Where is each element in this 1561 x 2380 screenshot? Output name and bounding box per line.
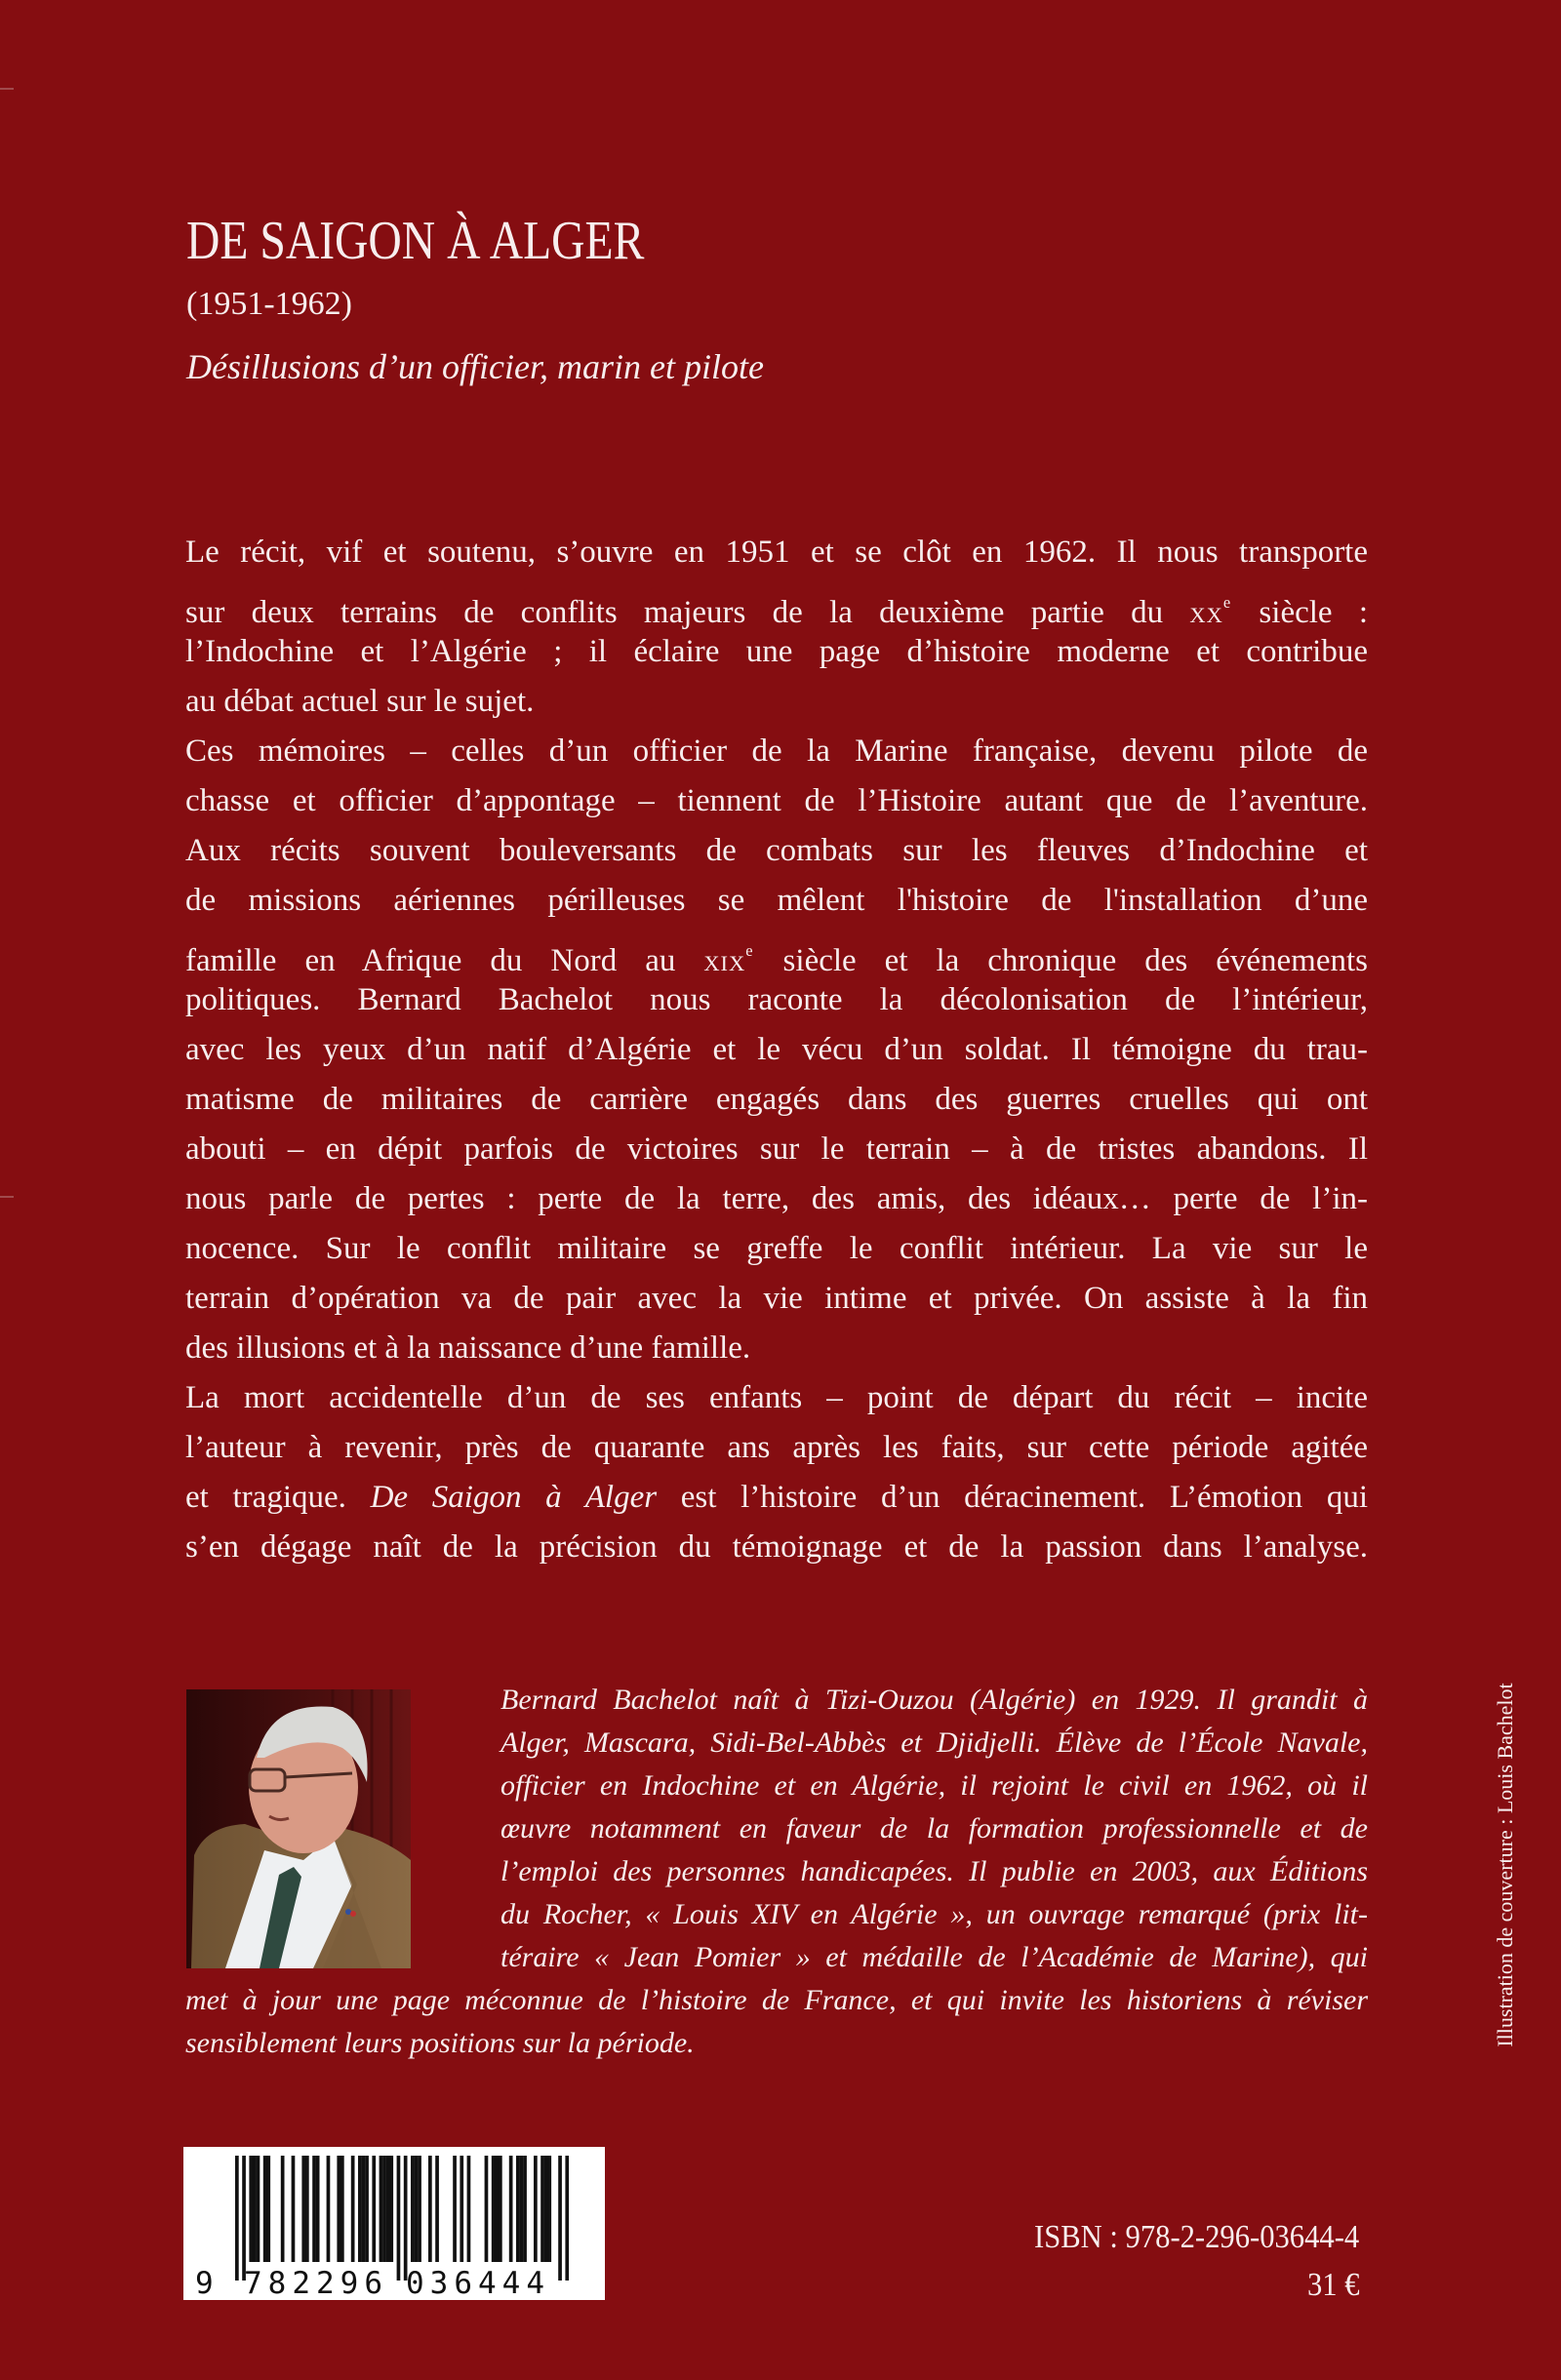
barcode-bar xyxy=(351,2156,355,2262)
blurb-text-segment: au débat actuel sur le sujet. xyxy=(185,684,535,719)
bio-line: sensiblement leurs positions sur la période. xyxy=(185,2027,695,2059)
barcode-left-digits: 782296 xyxy=(244,2266,382,2300)
blurb-text-segment: avec les yeux d’un natif d’Algérie et le vécu d’un soldat. Il témoigne du trau- xyxy=(185,1032,1368,1067)
barcode-bar xyxy=(404,2156,408,2281)
barcode-bar xyxy=(253,2156,257,2262)
blurb-text-segment: sur deux terrains de conflits majeurs de la deuxième partie du xyxy=(185,594,1190,630)
barcode-bar xyxy=(544,2156,548,2262)
blurb-line xyxy=(185,1224,1368,1274)
barcode-bar xyxy=(382,2156,386,2262)
blurb-text-segment: est l’histoire d’un déracinement. L’émotion qui xyxy=(657,1480,1368,1515)
bio-line: officier en Indochine et en Algérie, il rejoint le civil en 1962, où il xyxy=(500,1769,1368,1802)
blurb-text-segment: e xyxy=(1222,593,1231,612)
blurb-text-segment: de missions aériennes périlleuses se mêlent l'histoire de l'installation d’une xyxy=(185,883,1368,918)
blurb-text-segment: nous parle de pertes : perte de la terre, des amis, des idéaux… perte de l’in- xyxy=(185,1181,1368,1216)
barcode-bar xyxy=(316,2156,320,2262)
blurb-text-segment: siècle : xyxy=(1232,594,1368,630)
isbn-number: ISBN : 978-2-296-03644-4 xyxy=(1033,2219,1359,2255)
barcode-bar xyxy=(301,2156,305,2262)
price: 31 € xyxy=(1306,2267,1359,2303)
barcode-bar xyxy=(547,2156,551,2262)
barcode-bar xyxy=(453,2156,457,2262)
barcode-bar xyxy=(235,2156,239,2281)
blurb-text-segment: XIX xyxy=(703,950,746,975)
barcode-bar xyxy=(281,2156,285,2262)
bio-line: Bernard Bachelot naît à Tizi-Ouzou (Algérie) en 1929. Il grandit à xyxy=(500,1684,1368,1716)
blurb-text-segment: abouti – en dépit parfois de victoires sur le terrain – à de tristes abandons. Il xyxy=(185,1131,1368,1167)
barcode-bar xyxy=(249,2156,253,2262)
bio-line: œuvre notamment en faveur de la formation professionnelle et de xyxy=(500,1812,1368,1844)
cover-illustration-credit: Illustration de couverture : Louis Bachelot xyxy=(1493,1683,1517,2047)
blurb-text-segment: l’Indochine et l’Algérie ; il éclaire une page d’histoire moderne et contribue xyxy=(185,634,1368,669)
blurb-line xyxy=(185,1174,1368,1224)
book-title-italic: De Saigon à Alger xyxy=(370,1480,658,1515)
barcode-bar xyxy=(380,2156,383,2262)
barcode-bar xyxy=(428,2156,432,2262)
barcode-bar xyxy=(509,2156,513,2262)
isbn-barcode xyxy=(183,2147,605,2300)
barcode-bar xyxy=(372,2156,376,2262)
barcode-bar xyxy=(411,2156,415,2262)
barcode-bar xyxy=(337,2156,340,2262)
blurb-line xyxy=(185,1473,1368,1523)
blurb-text-segment: La mort accidentelle d’un de ses enfants – point de départ du récit – incite xyxy=(185,1380,1368,1415)
barcode-bar xyxy=(565,2156,569,2281)
blurb-line xyxy=(185,577,1368,630)
blurb-text-segment: XX xyxy=(1189,602,1223,627)
blurb-text-segment: e xyxy=(745,941,753,960)
blurb-line xyxy=(185,528,1368,577)
barcode-bar xyxy=(485,2156,489,2262)
author-portrait-icon xyxy=(186,1689,411,1968)
blurb-line xyxy=(185,1373,1368,1423)
blurb-text-segment: l’auteur à revenir, près de quarante ans après les faits, sur cette période agitée xyxy=(185,1430,1368,1465)
blurb-text-segment: s’en dégage naît de la précision du témoignage et de la passion dans l’analyse. xyxy=(185,1529,1368,1565)
blurb-line xyxy=(185,727,1368,776)
barcode-bar xyxy=(435,2156,439,2262)
blurb-text-segment: famille en Afrique du Nord au xyxy=(185,942,704,978)
blurb-line xyxy=(185,627,1368,677)
barcode-bar xyxy=(492,2156,496,2262)
barcode-bar xyxy=(389,2156,393,2262)
barcode-bar xyxy=(558,2156,562,2281)
blurb-text-segment: Ces mémoires – celles d’un officier de la Marine française, devenu pilote de xyxy=(185,734,1368,769)
blurb-line xyxy=(185,1324,1368,1373)
barcode-bar xyxy=(327,2156,331,2262)
blurb-line xyxy=(185,926,1368,978)
blurb-text-segment: Aux récits souvent bouleversants de combats sur les fleuves d’Indochine et xyxy=(185,833,1368,868)
barcode-bar xyxy=(467,2156,471,2262)
blurb-line xyxy=(185,826,1368,876)
barcode-bar xyxy=(257,2156,260,2262)
barcode-bar xyxy=(312,2156,316,2262)
trim-mark xyxy=(0,1196,14,1198)
blurb-line xyxy=(185,776,1368,826)
blurb-line xyxy=(185,1523,1368,1572)
blurb-text-segment: nocence. Sur le conflit militaire se greffe le conflit intérieur. La vie sur le xyxy=(185,1231,1368,1266)
barcode-bar xyxy=(516,2156,520,2262)
barcode-bar xyxy=(520,2156,524,2262)
book-subtitle: Désillusions d’un officier, marin et pilote xyxy=(186,347,764,386)
barcode-bar xyxy=(499,2156,502,2262)
blurb-line xyxy=(185,1025,1368,1075)
blurb-text xyxy=(185,528,1368,1572)
barcode-bar xyxy=(362,2156,366,2262)
barcode-bar xyxy=(415,2156,419,2262)
bio-line: l’emploi des personnes handicapées. Il publie en 2003, aux Éditions xyxy=(500,1855,1368,1887)
book-dates: (1951-1962) xyxy=(186,286,352,322)
book-title: DE SAIGON À ALGER xyxy=(186,211,645,271)
barcode-bar xyxy=(495,2156,499,2262)
bio-line: Alger, Mascara, Sidi-Bel-Abbès et Djidjelli. Élève de l’École Navale, xyxy=(500,1726,1368,1759)
blurb-line xyxy=(185,975,1368,1025)
barcode-bar xyxy=(263,2156,267,2262)
blurb-text-segment: et tragique. xyxy=(185,1480,371,1515)
barcode-bar xyxy=(266,2156,270,2262)
barcode-bar xyxy=(386,2156,390,2262)
bio-line: met à jour une page méconnue de l’histoire de France, et qui invite les historiens à réviser xyxy=(185,1984,1368,2016)
barcode-bars xyxy=(183,2147,605,2300)
barcode-bar xyxy=(534,2156,538,2262)
barcode-bar xyxy=(242,2156,246,2281)
blurb-line xyxy=(185,677,1368,727)
blurb-text-segment: matisme de militaires de carrière engagés dans des guerres cruelles qui ont xyxy=(185,1082,1368,1117)
barcode-bar xyxy=(418,2156,421,2262)
bio-line: téraire « Jean Pomier » et médaille de l’Académie de Marine), qui xyxy=(500,1941,1368,1973)
barcode-bar xyxy=(358,2156,362,2262)
barcode-first-digit: 9 xyxy=(195,2266,214,2300)
blurb-text-segment: des illusions et à la naissance d’une famille. xyxy=(185,1330,751,1366)
barcode-bar xyxy=(540,2156,544,2262)
barcode-bar xyxy=(365,2156,369,2262)
author-photo xyxy=(186,1689,411,1968)
blurb-text-segment: chasse et officier d’appontage – tiennent de l’Histoire autant que de l’aventure. xyxy=(185,783,1368,818)
barcode-bar xyxy=(292,2156,296,2262)
blurb-line xyxy=(185,1423,1368,1473)
barcode-bar xyxy=(305,2156,309,2262)
blurb-text-segment: Le récit, vif et soutenu, s’ouvre en 1951 et se clôt en 1962. Il nous transporte xyxy=(185,535,1368,570)
blurb-text-segment: siècle et la chronique des événements xyxy=(754,942,1368,978)
barcode-right-digits: 036444 xyxy=(406,2266,544,2300)
barcode-bar xyxy=(523,2156,527,2262)
bio-line: du Rocher, « Louis XIV en Algérie », un ouvrage remarqué (prix lit- xyxy=(500,1898,1368,1930)
blurb-text-segment: politiques. Bernard Bachelot nous raconte la décolonisation de l’intérieur, xyxy=(185,982,1368,1017)
blurb-text-segment: terrain d’opération va de pair avec la vie intime et privée. On assiste à la fin xyxy=(185,1281,1368,1316)
barcode-bar xyxy=(397,2156,401,2281)
blurb-line xyxy=(185,1125,1368,1174)
barcode-bar xyxy=(340,2156,344,2262)
blurb-line xyxy=(185,1075,1368,1125)
trim-mark xyxy=(0,88,14,90)
barcode-bar xyxy=(460,2156,463,2262)
blurb-line xyxy=(185,876,1368,926)
blurb-line xyxy=(185,1274,1368,1324)
